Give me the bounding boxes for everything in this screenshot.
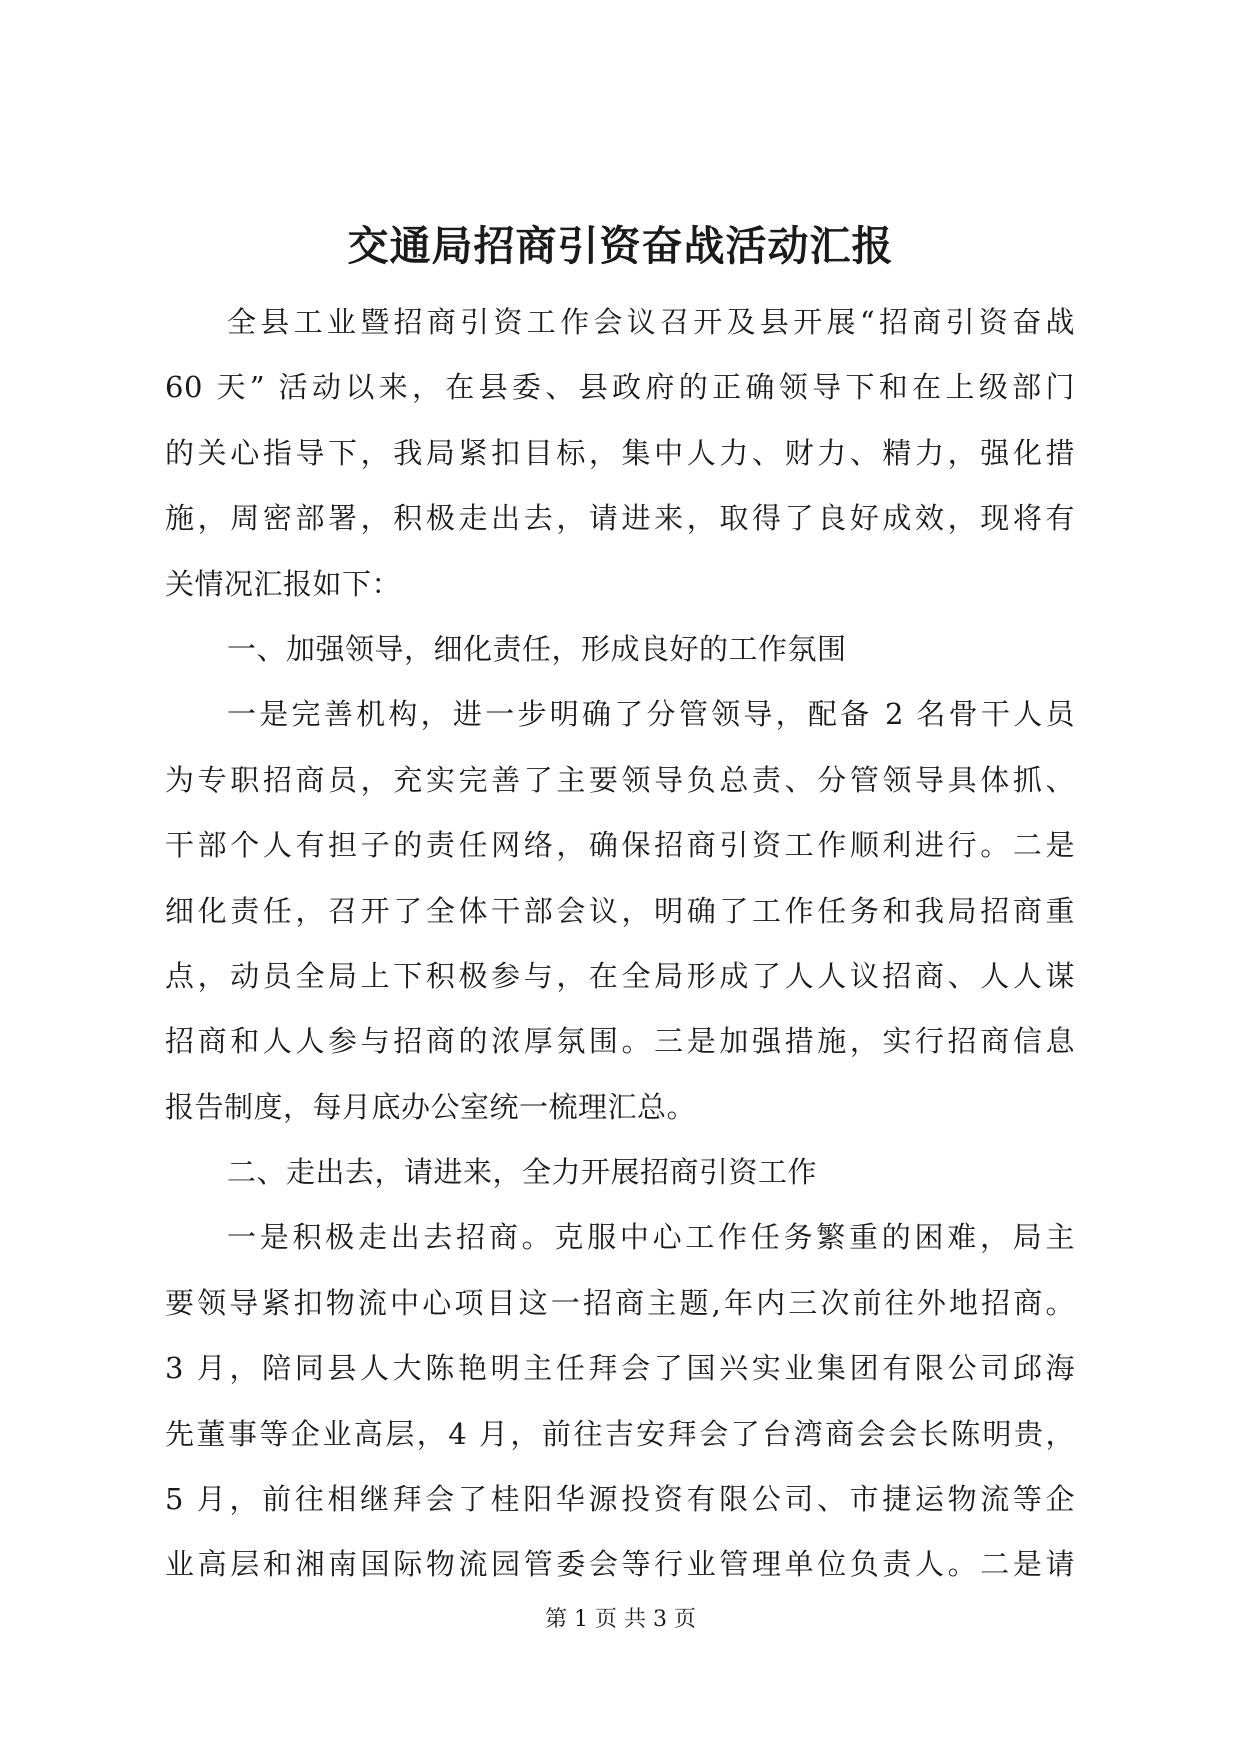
paragraph-line: 报告制度，每月底办公室统一梳理汇总。 [165, 1089, 697, 1124]
paragraph-line: 一是完善机构，进一步明确了分管领导，配备 2 名骨干人员 [227, 697, 1075, 732]
paragraph-line: 的关心指导下，我局紧扣目标，集中人力、财力、精力，强化措 [165, 435, 1075, 470]
paragraph-line: 一是积极走出去招商。克服中心工作任务繁重的困难，局主 [227, 1220, 1075, 1255]
document-body [165, 290, 1075, 1598]
paragraph-line: 3 月，陪同县人大陈艳明主任拜会了国兴实业集团有限公司邱海 [165, 1351, 1075, 1386]
paragraph-line: 业高层和湘南国际物流园管委会等行业管理单位负责人。二是请 [165, 1547, 1075, 1582]
paragraph-line: 要领导紧扣物流中心项目这一招商主题,年内三次前往外地招商。 [165, 1285, 1075, 1320]
paragraph-line: 5 月，前往相继拜会了桂阳华源投资有限公司、市捷运物流等企 [165, 1482, 1075, 1517]
paragraph-line: 关情况汇报如下： [165, 566, 402, 601]
paragraph-line: 为专职招商员，充实完善了主要领导负总责、分管领导具体抓、 [165, 762, 1075, 797]
paragraph-line: 施，周密部署，积极走出去，请进来，取得了良好成效，现将有 [165, 501, 1075, 536]
paragraph-line: 点，动员全局上下积极参与，在全局形成了人人议招商、人人谋 [165, 958, 1075, 993]
paragraph-line: 先董事等企业高层，4 月，前往吉安拜会了台湾商会会长陈明贵， [165, 1416, 1075, 1451]
paragraph-line: 细化责任，召开了全体干部会议，明确了工作任务和我局招商重 [165, 893, 1075, 928]
paragraph-line: 60 天” 活动以来，在县委、县政府的正确领导下和在上级部门 [165, 370, 1075, 405]
section-heading: 一、加强领导，细化责任，形成良好的工作氛围 [227, 631, 847, 666]
paragraph-line: 干部个人有担子的责任网络，确保招商引资工作顺利进行。二是 [165, 828, 1075, 863]
section-heading: 二、走出去，请进来，全力开展招商引资工作 [227, 1155, 818, 1190]
paragraph-line: 全县工业暨招商引资工作会议召开及县开展“招商引资奋战 [227, 305, 1075, 339]
page-number-footer: 第 1 页 共 3 页 [545, 1607, 696, 1632]
document-title: 交通局招商引资奋战活动汇报 [347, 222, 894, 270]
paragraph-line: 招商和人人参与招商的浓厚氛围。三是加强措施，实行招商信息 [165, 1024, 1075, 1059]
